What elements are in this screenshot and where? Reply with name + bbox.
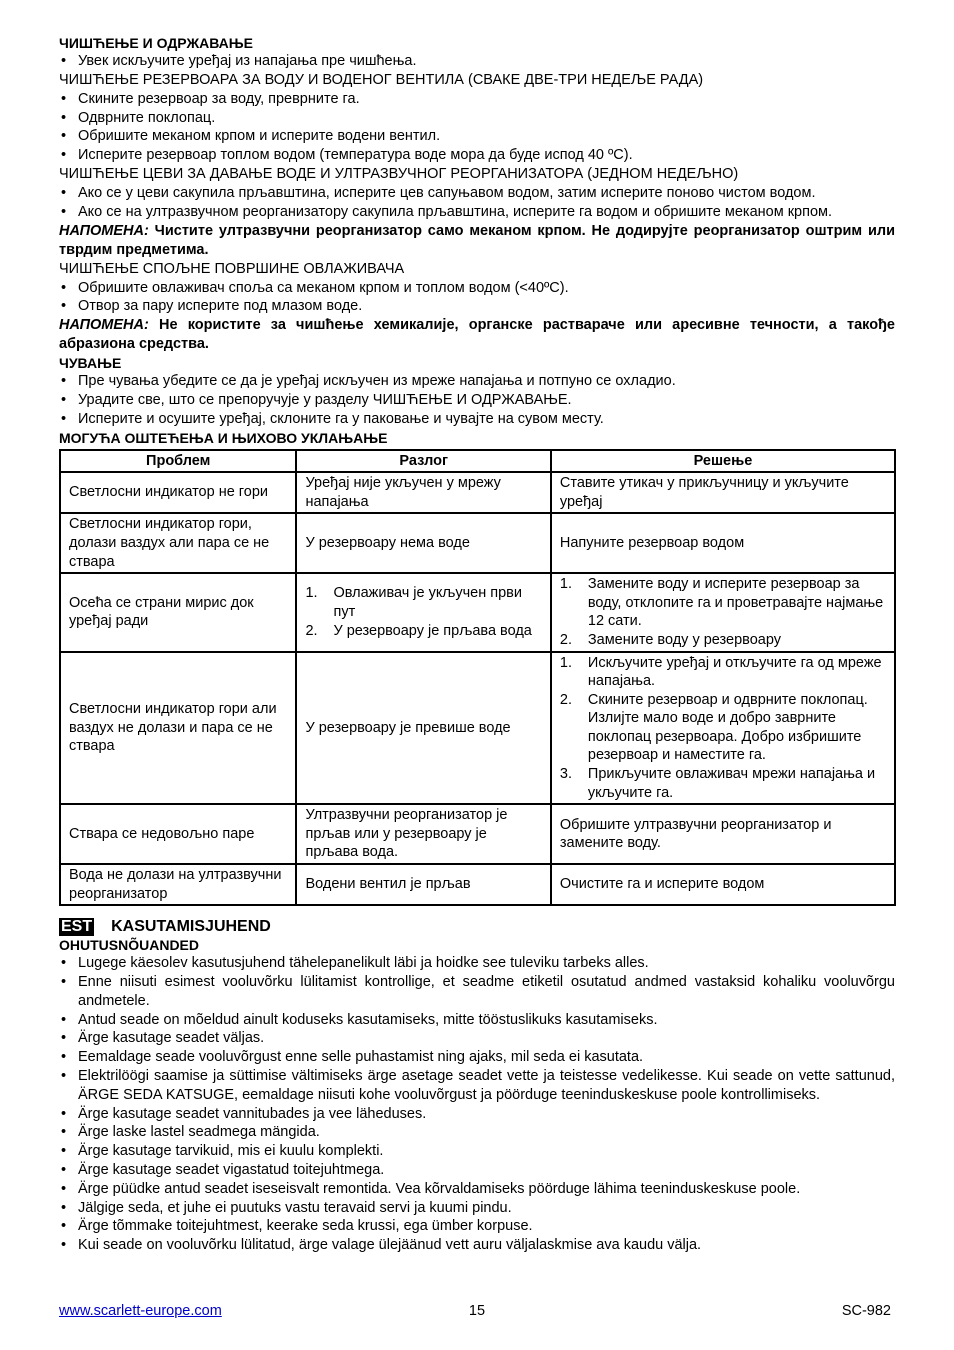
- bullet-list-pipes: [59, 184, 895, 222]
- list-item: • Увек искључите уређај из напајања пре чишћења.: [59, 52, 895, 71]
- bullet-list-tank: [59, 90, 895, 165]
- list-item: • Jälgige seda, et juhe ei puutuks vastu teravaid servi ja kuumi pindu.: [59, 1199, 895, 1218]
- solution-list: [560, 575, 886, 649]
- problem-cell: Осећа се страни мирис док уређај ради: [60, 573, 296, 651]
- solution-cell: Ставите утикач у прикључницу и укључите уређај: [551, 472, 895, 513]
- table-row: [60, 652, 895, 805]
- list-item: • Ако се на ултразвучном реорганизатору сакупила прљавштина, исперите га водом и обришите меканом крпом.: [59, 203, 895, 222]
- list-item: 3. Прикључите овлаживач мрежи напајања и укључите га.: [559, 766, 876, 801]
- note-label: НАПОМЕНА:: [59, 222, 149, 239]
- subsection-title-tank: ЧИШЋЕЊЕ РЕЗЕРВОАРА ЗА ВОДУ И ВОДЕНОГ ВЕНТИЛА (СВАКЕ ДВЕ-ТРИ НЕДЕЉЕ РАДА): [59, 71, 704, 88]
- note-chemicals: [59, 316, 895, 354]
- bullet-list-safety: [59, 954, 895, 1255]
- bullet-list-cleaning: [59, 52, 895, 71]
- list-item: • Обришите овлаживач споља са меканом крпом и топлом водом (<40ºC).: [59, 279, 895, 298]
- list-item: • Исперите резервоар топлом водом (температура воде мора да буде испод 40 ºС).: [59, 146, 895, 165]
- solution-cell: [551, 652, 895, 805]
- list-item: • Ärge laske lastel seadmega mängida.: [59, 1123, 895, 1142]
- solution-cell: Очистите га и исперите водом: [551, 864, 895, 905]
- table-row: [60, 804, 895, 864]
- solution-cell: [551, 573, 895, 651]
- list-item: • Отвор за пару исперите под млазом воде.: [59, 297, 895, 316]
- list-item: 2. Скините резервоар и одврните поклопац. Излијте мало воде и добро заврните поклопац резервоара. Добро избришите резервоар и наместите га.: [559, 691, 868, 764]
- subsection-title-surface: ЧИШЋЕЊЕ СПОЉНЕ ПОВРШИНЕ ОВЛАЖИВАЧА: [59, 260, 405, 277]
- list-item: • Ärge kasutage seadet vannitubades ja vee läheduses.: [59, 1105, 895, 1124]
- list-item: • Одврните поклопац.: [59, 109, 895, 128]
- list-item: • Antud seade on mõeldud ainult koduseks kasutamiseks, mitte tööstuslikuks kasutamiseks.: [59, 1011, 895, 1030]
- list-item: • Ако се у цеви сакупила прљавштина, исперите цев сапуњавом водом, затим исперите поново чистом водом.: [59, 184, 895, 203]
- page-number: 15: [468, 1303, 486, 1319]
- list-item: • Ärge kasutage seadet vigastatud toitejuhtmega.: [59, 1161, 895, 1180]
- list-item: • Обришите меканом крпом и исперите водени вентил.: [59, 127, 895, 146]
- problem-cell: Светлосни индикатор гори, долази ваздух али пара се не ствара: [60, 513, 296, 573]
- reason-cell: У резервоару нема воде: [296, 513, 550, 573]
- section-title-manual: KASUTAMISJUHEND: [111, 918, 271, 936]
- section-title-safety: OHUTUSNÕUANDED: [59, 937, 199, 954]
- table-row: [60, 573, 895, 651]
- reason-list: [305, 584, 541, 640]
- problem-cell: Вода не долази на ултразвучни реорганизатор: [60, 864, 296, 905]
- problem-cell: Светлосни индикатор гори али ваздух не долази и пара се не ствара: [60, 652, 296, 805]
- language-badge: EST: [61, 918, 93, 936]
- note-text: Чистите ултразвучни реорганизатор само меканом крпом. Не додирујте реорганизатор оштрим или тврдим предметима.: [59, 222, 895, 258]
- note-text: Не користите за чишћење хемикалије, органске раствараче или аресивне течности, а такође абразиона средства.: [59, 317, 895, 353]
- section-title-cleaning: ЧИШЋЕЊЕ И ОДРЖАВАЊЕ: [59, 35, 253, 51]
- page-footer: [59, 1303, 895, 1323]
- note-label: НАПОМЕНА:: [59, 317, 149, 334]
- reason-cell: Ултразвучни реорганизатор је прљав или у резервоару је прљава вода.: [296, 804, 550, 864]
- list-item: 1. Овлаживач је укључен први пут: [305, 585, 522, 621]
- column-header-solution: Решење: [551, 450, 895, 473]
- list-item: • Ärge püüdke antud seadet iseseisvalt remontida. Vea kõrvaldamiseks pöörduge lähima teeninduskeskuse poole.: [59, 1180, 895, 1199]
- list-item: • Урадите све, што се препоручује у разделу ЧИШЋЕЊЕ И ОДРЖАВАЊЕ.: [59, 391, 895, 410]
- list-item: • Lugege käesolev kasutusjuhend tähelepanelikult läbi ja hoidke see tuleviku tarbeks alles.: [59, 954, 895, 973]
- list-item: • Eemaldage seade vooluvõrgust enne selle puhastamist ning ajaks, mil seda ei kasutata.: [59, 1048, 895, 1067]
- reason-cell: Уређај није укључен у мрежу напајања: [296, 472, 550, 513]
- table-row: [60, 864, 895, 905]
- list-item: 1. Замените воду и исперите резервоар за воду, отклопите га и проветравајте најмање 12 сати.: [559, 576, 884, 630]
- list-item: • Исперите и осушите уређај, склоните га у паковање и чувајте на сувом месту.: [59, 410, 895, 429]
- list-item: • Enne niisuti esimest vooluvõrku lülitamist kontrollige, et seadme etiketil osutatud andmed vastaksid kohaliku vooluvõrgu andmetele.: [59, 973, 895, 1011]
- bullet-list-storage: [59, 372, 895, 428]
- solution-cell: Напуните резервоар водом: [551, 513, 895, 573]
- solution-cell: Обришите ултразвучни реорганизатор и замените воду.: [551, 804, 895, 864]
- problem-cell: Светлосни индикатор не гори: [60, 472, 296, 513]
- list-item: • Elektrilöögi saamise ja süttimise vältimiseks ärge asetage seadet vette ja teistesse vedelikesse. Kui seade on vette sattunud, ÄRGE SEDA KATSUGE, eemaldage niisuti kohe vooluvõrgust ja pöörduge teeninduskeskuse poole kontrollimiseks.: [59, 1067, 895, 1105]
- website-link[interactable]: www.scarlett-europe.com: [59, 1303, 222, 1319]
- solution-list: [560, 654, 886, 803]
- list-item: • Ärge kasutage seadet väljas.: [59, 1029, 895, 1048]
- list-item: 1. Искључите уређај и откључите га од мреже напајања.: [559, 654, 882, 690]
- list-item: • Ärge tõmmake toitejuhtmest, keerake seda krussi, ega ümber korpuse.: [59, 1217, 895, 1236]
- subsection-title-pipes: ЧИШЋЕЊЕ ЦЕВИ ЗА ДАВАЊЕ ВОДЕ И УЛТРАЗВУЧНОГ РЕОРГАНИЗАТОРА (ЈЕДНОМ НЕДЕЉНО): [59, 165, 739, 182]
- reason-cell: У резервоару је превише воде: [296, 652, 550, 805]
- list-item: 2. Замените воду у резервоару: [559, 631, 781, 648]
- problem-cell: Ствара се недовољно паре: [60, 804, 296, 864]
- language-section-header: [59, 918, 895, 936]
- list-item: • Скините резервоар за воду, преврните га.: [59, 90, 895, 109]
- note-cleaning-reorganizer: [59, 222, 895, 260]
- list-item: • Пре чувања убедите се да је уређај искључен из мреже напајања и потпуно се охладио.: [59, 372, 895, 391]
- reason-cell: Водени вентил је прљав: [296, 864, 550, 905]
- table-row: [60, 472, 895, 513]
- column-header-reason: Разлог: [296, 450, 550, 473]
- model-number: SC-982: [841, 1303, 891, 1319]
- list-item: • Ärge kasutage tarvikuid, mis ei kuulu komplekti.: [59, 1142, 895, 1161]
- table-header-row: [60, 450, 895, 473]
- troubleshooting-table: [59, 449, 896, 907]
- list-item: • Kui seade on vooluvõrku lülitatud, ärge valage ülejäänud vett auru väljalaskmise ava kaudu välja.: [59, 1236, 895, 1255]
- table-row: [60, 513, 895, 573]
- section-title-troubleshooting: МОГУЋА ОШТЕЋЕЊА И ЊИХОВО УКЛАЊАЊЕ: [59, 429, 388, 446]
- reason-cell: [296, 573, 550, 651]
- bullet-list-surface: [59, 279, 895, 317]
- list-item: 2. У резервоару је прљава вода: [305, 622, 532, 639]
- section-title-storage: ЧУВАЊЕ: [59, 355, 122, 372]
- column-header-problem: Проблем: [60, 450, 296, 473]
